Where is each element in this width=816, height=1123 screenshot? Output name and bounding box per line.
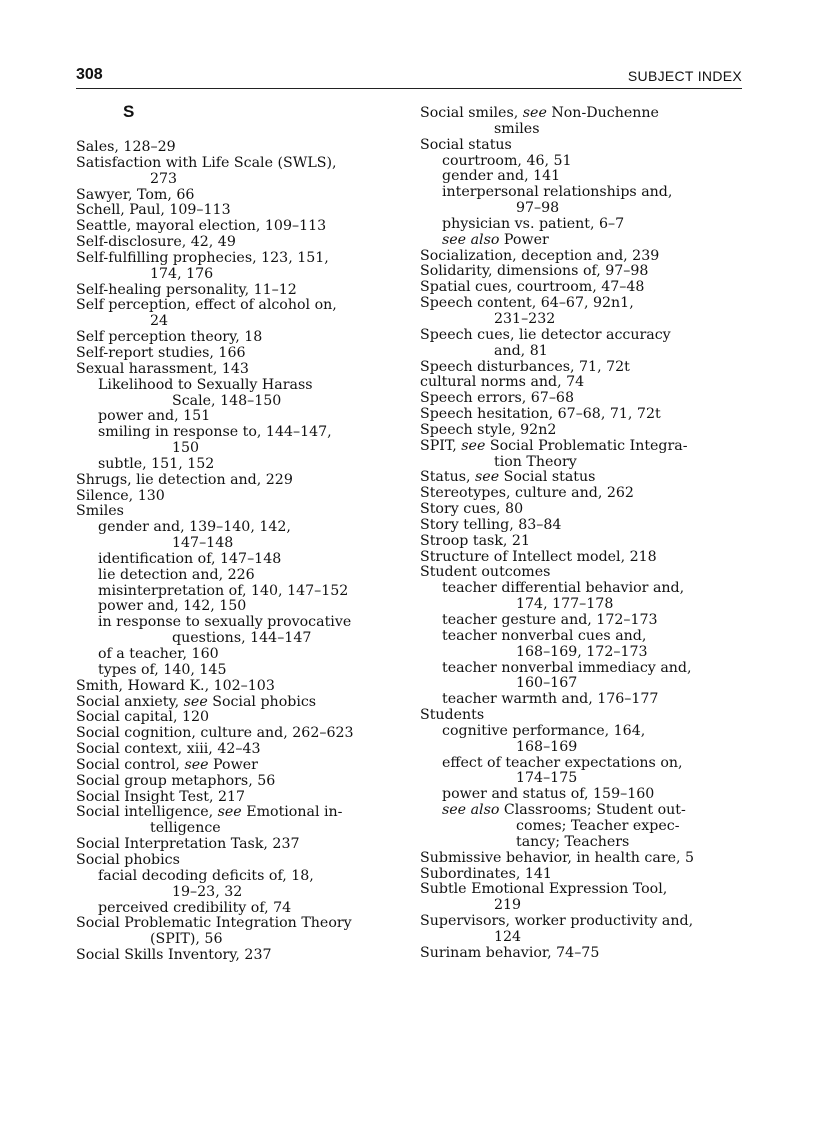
index-column-left bbox=[76, 102, 411, 964]
index-entry bbox=[420, 565, 745, 581]
index-line: Structure of Intellect model, 218 bbox=[420, 548, 657, 565]
index-line: 124 bbox=[494, 928, 522, 945]
index-entry bbox=[76, 805, 411, 837]
index-line: teacher differential behavior and, bbox=[442, 580, 685, 597]
index-line: power and, 151 bbox=[98, 408, 211, 425]
index-line: Silence, 130 bbox=[76, 487, 165, 504]
left-entries bbox=[76, 140, 411, 964]
index-subentry bbox=[420, 692, 745, 708]
index-line: Speech style, 92n2 bbox=[420, 421, 557, 438]
page-number: 308 bbox=[76, 66, 103, 83]
page-header bbox=[76, 66, 742, 89]
index-line: interpersonal relationships and, bbox=[442, 184, 673, 201]
index-line: see also Classrooms; Student out- bbox=[442, 802, 686, 819]
index-entry bbox=[76, 504, 411, 520]
cross-reference-label: see bbox=[184, 756, 209, 773]
index-entry bbox=[420, 375, 745, 391]
index-line: physician vs. patient, 6–7 bbox=[442, 215, 625, 232]
index-entry bbox=[420, 280, 745, 296]
index-entry bbox=[76, 473, 411, 489]
index-subentry bbox=[76, 409, 411, 425]
index-line: Subtle Emotional Expression Tool, bbox=[420, 881, 668, 898]
index-entry bbox=[76, 283, 411, 299]
index-line: Stroop task, 21 bbox=[420, 532, 530, 549]
index-entry bbox=[76, 742, 411, 758]
index-entry bbox=[76, 774, 411, 790]
index-line: SPIT, see Social Problematic Integra- bbox=[420, 437, 688, 454]
index-line: Scale, 148–150 bbox=[172, 392, 282, 409]
index-subentry bbox=[76, 663, 411, 679]
index-subentry bbox=[76, 425, 411, 457]
index-subentry bbox=[420, 154, 745, 170]
index-line: smiles bbox=[494, 120, 540, 137]
index-line: facial decoding deficits of, 18, bbox=[98, 867, 314, 884]
index-subentry bbox=[76, 552, 411, 568]
index-entry bbox=[420, 296, 745, 328]
index-entry bbox=[76, 235, 411, 251]
index-line: cognitive performance, 164, bbox=[442, 722, 646, 739]
index-line: power and status of, 159–160 bbox=[442, 786, 655, 803]
index-entry bbox=[420, 360, 745, 376]
index-line: Social Interpretation Task, 237 bbox=[76, 836, 300, 853]
index-line: 168–169, 172–173 bbox=[516, 643, 648, 660]
index-entry bbox=[420, 518, 745, 534]
index-subentry bbox=[420, 629, 745, 661]
index-entry bbox=[420, 407, 745, 423]
index-line: 174, 176 bbox=[150, 265, 214, 282]
index-line: Spatial cues, courtroom, 47–48 bbox=[420, 279, 645, 296]
index-line: Story cues, 80 bbox=[420, 501, 524, 518]
index-line: Speech cues, lie detector accuracy bbox=[420, 326, 671, 343]
index-line: gender and, 139–140, 142, bbox=[98, 519, 291, 536]
index-line: teacher nonverbal immediacy and, bbox=[442, 659, 692, 676]
index-line: tancy; Teachers bbox=[516, 833, 630, 850]
index-line: Self-report studies, 166 bbox=[76, 344, 246, 361]
index-line: Seattle, mayoral election, 109–113 bbox=[76, 218, 327, 235]
index-line: Submissive behavior, in health care, 5 bbox=[420, 849, 695, 866]
index-line: Stereotypes, culture and, 262 bbox=[420, 485, 634, 502]
index-entry bbox=[76, 219, 411, 235]
index-line: Supervisors, worker productivity and, bbox=[420, 913, 694, 930]
index-subentry bbox=[420, 724, 745, 756]
index-subentry bbox=[76, 568, 411, 584]
index-line: Sawyer, Tom, 66 bbox=[76, 186, 195, 203]
index-entry bbox=[76, 837, 411, 853]
index-subentry bbox=[420, 581, 745, 613]
index-subentry bbox=[420, 233, 745, 249]
index-entry bbox=[76, 916, 411, 948]
index-line: Story telling, 83–84 bbox=[420, 516, 562, 533]
index-subentry bbox=[76, 901, 411, 917]
index-entry bbox=[420, 914, 745, 946]
index-entry bbox=[76, 188, 411, 204]
index-line: Social capital, 120 bbox=[76, 709, 210, 726]
index-entry bbox=[76, 362, 411, 378]
index-entry bbox=[420, 534, 745, 550]
index-line: 160–167 bbox=[516, 675, 578, 692]
index-subentry bbox=[420, 169, 745, 185]
index-entry bbox=[420, 882, 745, 914]
index-entry bbox=[420, 439, 745, 471]
index-entry bbox=[420, 550, 745, 566]
index-entry bbox=[76, 330, 411, 346]
index-line: Social Skills Inventory, 237 bbox=[76, 947, 272, 964]
index-line: 19–23, 32 bbox=[172, 883, 243, 900]
index-line: Social anxiety, see Social phobics bbox=[76, 693, 317, 710]
index-subentry bbox=[76, 647, 411, 663]
index-line: effect of teacher expectations on, bbox=[442, 754, 683, 771]
index-entry bbox=[420, 946, 745, 962]
index-entry bbox=[420, 867, 745, 883]
cross-reference-label: see also bbox=[442, 231, 500, 248]
cross-reference-label: see bbox=[217, 804, 242, 821]
index-line: Social Problematic Integration Theory bbox=[76, 915, 352, 932]
index-entry bbox=[420, 486, 745, 502]
index-line: Self perception, effect of alcohol on, bbox=[76, 297, 337, 314]
index-subentry bbox=[420, 217, 745, 233]
index-line: of a teacher, 160 bbox=[98, 646, 219, 662]
index-entry bbox=[76, 710, 411, 726]
index-line: 24 bbox=[150, 313, 169, 330]
index-entry bbox=[420, 138, 745, 154]
index-line: telligence bbox=[150, 820, 221, 837]
index-line: Speech hesitation, 67–68, 71, 72t bbox=[420, 406, 661, 423]
index-line: Satisfaction with Life Scale (SWLS), bbox=[76, 154, 337, 171]
index-entry bbox=[76, 298, 411, 330]
index-entry bbox=[76, 251, 411, 283]
index-line: Social context, xiii, 42–43 bbox=[76, 741, 261, 758]
index-line: 273 bbox=[150, 170, 178, 187]
index-subentry bbox=[76, 457, 411, 473]
index-line: Likelihood to Sexually Harass bbox=[98, 376, 313, 393]
index-line: 231–232 bbox=[494, 310, 556, 327]
index-line: Students bbox=[420, 707, 485, 724]
index-line: Social smiles, see Non-Duchenne bbox=[420, 105, 659, 121]
index-line: Social control, see Power bbox=[76, 756, 258, 773]
index-subentry bbox=[76, 378, 411, 410]
index-subentry bbox=[76, 869, 411, 901]
index-line: Social intelligence, see Emotional in- bbox=[76, 804, 343, 821]
index-line: in response to sexually provocative bbox=[98, 614, 352, 631]
index-line: Smiles bbox=[76, 503, 124, 520]
index-line: 219 bbox=[494, 897, 522, 914]
index-line: Social phobics bbox=[76, 851, 180, 868]
index-line: subtle, 151, 152 bbox=[98, 455, 215, 472]
index-line: Sales, 128–29 bbox=[76, 139, 176, 155]
cross-reference-label: see bbox=[475, 469, 500, 486]
index-line: 97–98 bbox=[516, 200, 560, 217]
index-entry bbox=[420, 708, 745, 724]
index-subentry bbox=[420, 613, 745, 629]
index-line: Schell, Paul, 109–113 bbox=[76, 202, 231, 219]
index-line: types of, 140, 145 bbox=[98, 661, 227, 678]
index-line: (SPIT), 56 bbox=[150, 931, 223, 948]
right-entries bbox=[420, 106, 745, 962]
index-subentry bbox=[76, 599, 411, 615]
index-entry bbox=[76, 346, 411, 362]
index-line: misinterpretation of, 140, 147–152 bbox=[98, 582, 349, 599]
index-line: teacher nonverbal cues and, bbox=[442, 627, 647, 644]
index-line: Self perception theory, 18 bbox=[76, 329, 263, 346]
index-line: Socialization, deception and, 239 bbox=[420, 247, 660, 264]
index-line: power and, 142, 150 bbox=[98, 598, 247, 615]
index-line: courtroom, 46, 51 bbox=[442, 152, 572, 169]
index-subentry bbox=[420, 661, 745, 693]
index-subentry bbox=[420, 185, 745, 217]
cross-reference-label: see also bbox=[442, 802, 500, 819]
index-line: smiling in response to, 144–147, bbox=[98, 424, 332, 441]
index-entry bbox=[76, 203, 411, 219]
index-line: Social status bbox=[420, 136, 512, 153]
index-subentry bbox=[76, 584, 411, 600]
index-entry bbox=[76, 790, 411, 806]
index-entry bbox=[420, 391, 745, 407]
section-letter: S bbox=[123, 102, 135, 121]
index-line: Surinam behavior, 74–75 bbox=[420, 944, 600, 961]
index-entry bbox=[420, 502, 745, 518]
index-line: 174, 177–178 bbox=[516, 596, 614, 613]
index-line: teacher gesture and, 172–173 bbox=[442, 612, 658, 628]
index-entry bbox=[420, 470, 745, 486]
index-line: Subordinates, 141 bbox=[420, 865, 552, 882]
index-entry bbox=[420, 264, 745, 280]
index-line: gender and, 141 bbox=[442, 168, 561, 185]
index-entry bbox=[76, 679, 411, 695]
index-entry bbox=[420, 423, 745, 439]
index-line: 168–169 bbox=[516, 738, 578, 755]
index-column-right bbox=[420, 106, 745, 962]
index-entry bbox=[76, 758, 411, 774]
index-subentry bbox=[420, 756, 745, 788]
index-line: Social cognition, culture and, 262–623 bbox=[76, 725, 354, 742]
index-line: tion Theory bbox=[494, 453, 577, 470]
index-entry bbox=[76, 695, 411, 711]
index-line: Student outcomes bbox=[420, 564, 551, 581]
index-line: cultural norms and, 74 bbox=[420, 374, 585, 391]
index-line: 174–175 bbox=[516, 770, 578, 787]
index-line: Social group metaphors, 56 bbox=[76, 772, 276, 789]
index-entry bbox=[76, 156, 411, 188]
index-line: 147–148 bbox=[172, 535, 234, 552]
index-entry bbox=[76, 140, 411, 156]
index-line: Shrugs, lie detection and, 229 bbox=[76, 471, 293, 488]
index-entry bbox=[420, 851, 745, 867]
index-line: identification of, 147–148 bbox=[98, 550, 282, 567]
index-entry bbox=[76, 853, 411, 869]
cross-reference-label: see bbox=[183, 693, 208, 710]
index-subentry bbox=[420, 787, 745, 803]
index-line: lie detection and, 226 bbox=[98, 566, 255, 583]
index-entry bbox=[76, 948, 411, 964]
index-line: comes; Teacher expec- bbox=[516, 817, 680, 834]
index-line: and, 81 bbox=[494, 342, 548, 359]
index-entry bbox=[420, 106, 745, 138]
index-line: Speech content, 64–67, 92n1, bbox=[420, 295, 634, 312]
index-entry bbox=[420, 328, 745, 360]
index-line: teacher warmth and, 176–177 bbox=[442, 691, 659, 708]
index-subentry bbox=[76, 520, 411, 552]
index-subentry bbox=[76, 615, 411, 647]
index-entry bbox=[420, 249, 745, 265]
index-line: Status, see Social status bbox=[420, 469, 596, 486]
index-line: Self-fulfilling prophecies, 123, 151, bbox=[76, 249, 329, 266]
index-line: see also Power bbox=[442, 231, 549, 248]
index-line: 150 bbox=[172, 440, 200, 457]
index-line: Speech errors, 67–68 bbox=[420, 390, 574, 407]
index-line: Social Insight Test, 217 bbox=[76, 788, 246, 805]
index-line: Smith, Howard K., 102–103 bbox=[76, 677, 275, 694]
index-line: Self-disclosure, 42, 49 bbox=[76, 234, 236, 251]
index-line: Solidarity, dimensions of, 97–98 bbox=[420, 263, 649, 280]
index-line: questions, 144–147 bbox=[172, 630, 312, 647]
cross-reference-label: see bbox=[461, 437, 486, 454]
index-line: Speech disturbances, 71, 72t bbox=[420, 358, 630, 375]
index-line: Self-healing personality, 11–12 bbox=[76, 281, 297, 298]
cross-reference-label: see bbox=[522, 105, 547, 121]
index-line: Sexual harassment, 143 bbox=[76, 360, 249, 377]
running-head: SUBJECT INDEX bbox=[627, 68, 742, 84]
index-subentry bbox=[420, 803, 745, 851]
index-entry bbox=[76, 489, 411, 505]
index-entry bbox=[76, 726, 411, 742]
index-line: perceived credibility of, 74 bbox=[98, 899, 292, 916]
